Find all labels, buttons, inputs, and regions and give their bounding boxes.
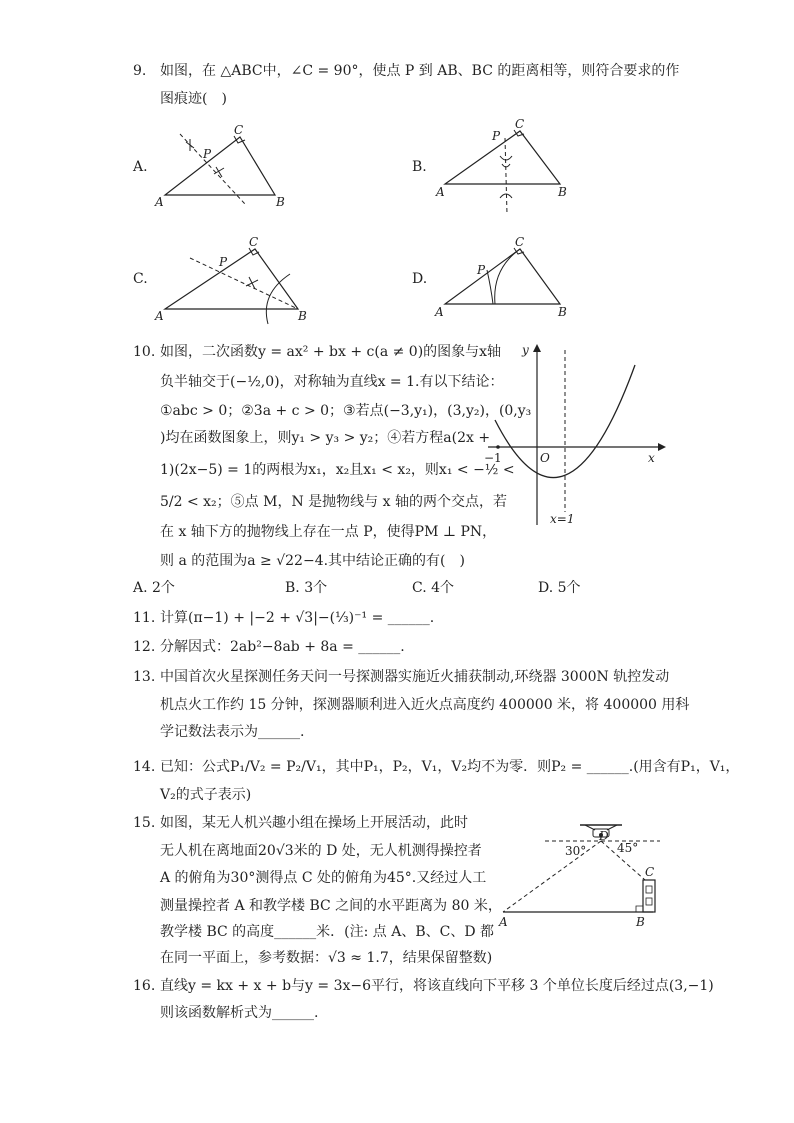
q10-line2: 负半轴交于(−½,0)，对称轴为直线x = 1.有以下结论： bbox=[160, 374, 504, 390]
q12-number: 12. bbox=[133, 639, 156, 655]
q9c-label-p: P bbox=[219, 255, 228, 269]
q9-stem-line2: 图痕迹( ) bbox=[160, 91, 227, 107]
q15-label-d: D bbox=[599, 829, 609, 843]
q9b-label-p: P bbox=[492, 129, 501, 143]
q9b-label-c: C bbox=[515, 117, 525, 131]
q10-line8: 则 a 的范围为a ≥ √22−4.其中结论正确的有( ) bbox=[160, 553, 465, 569]
q9c-label-b: B bbox=[298, 309, 307, 323]
q9d-label-p: P bbox=[477, 263, 486, 277]
q10-line7: 在 x 轴下方的抛物线上存在一点 P，使得PM ⊥ PN， bbox=[160, 524, 497, 540]
q15-number: 15. bbox=[133, 815, 156, 831]
q16-number: 16. bbox=[133, 978, 156, 994]
q14-number: 14. bbox=[133, 759, 156, 775]
q9c-label-c: C bbox=[249, 235, 259, 249]
q12-text: 分解因式：2ab²−8ab + 8a = ______. bbox=[160, 639, 405, 655]
q13-line3: 学记数法表示为______. bbox=[160, 724, 305, 740]
q9-figure-a bbox=[150, 122, 310, 212]
q15-angle-30: 30° bbox=[565, 844, 587, 858]
q9-stem-line1: 如图，在 △ABC中，∠C = 90°，使点 P 到 AB、BC 的距离相等，则符合要求的作 bbox=[160, 63, 680, 79]
q13-line1: 中国首次火星探测任务天问一号探测器实施近火捕获制动,环绕器 3000N 轨控发动 bbox=[160, 669, 670, 685]
q10-choice-c[interactable]: C. 4个 bbox=[412, 580, 455, 596]
q15-line3: A 的俯角为30°测得点 C 处的俯角为45°.又经过人工 bbox=[160, 870, 487, 886]
q9-option-a-label[interactable]: A. bbox=[133, 159, 148, 175]
q15-line2: 无人机在离地面20√3米的 D 处，无人机测得操控者 bbox=[160, 843, 482, 859]
q10-parabola-graph bbox=[480, 340, 670, 530]
q16-line1: 直线y = kx + x + b与y = 3x−6平行，将该直线向下平移 3 个单位长度后经过点(3,−1) bbox=[160, 978, 714, 994]
q9d-label-c: C bbox=[515, 235, 525, 249]
q15-label-a: A bbox=[499, 915, 508, 929]
q9-number: 9. bbox=[133, 63, 147, 79]
q9-option-d-label[interactable]: D. bbox=[412, 271, 428, 287]
q10-choice-a[interactable]: A. 2个 bbox=[133, 580, 175, 596]
q9a-label-p: P bbox=[203, 147, 212, 161]
q10-graph-axis-label: x=1 bbox=[550, 512, 575, 526]
q11-number: 11. bbox=[133, 610, 156, 626]
q9-figure-d bbox=[430, 234, 590, 329]
q9d-label-a: A bbox=[435, 305, 444, 319]
q10-line3: ①abc > 0；②3a + c > 0；③若点(−3,y₁)，(3,y₂)，(0,y₃ bbox=[160, 403, 532, 419]
q10-graph-x-label: x bbox=[648, 451, 655, 465]
q15-label-c: C bbox=[645, 865, 655, 879]
q15-angle-45: 45° bbox=[617, 841, 639, 855]
q15-drone-figure bbox=[495, 812, 670, 932]
q9-option-b-label[interactable]: B. bbox=[412, 159, 427, 175]
q15-line4: 测量操控者 A 和教学楼 BC 之间的水平距离为 80 米， bbox=[160, 898, 502, 914]
q9-figure-b bbox=[430, 116, 590, 216]
q9a-label-a: A bbox=[155, 195, 164, 209]
q9d-label-b: B bbox=[558, 305, 567, 319]
q9-figure-c bbox=[150, 234, 320, 329]
q9b-label-a: A bbox=[436, 185, 445, 199]
q10-graph-origin-label: O bbox=[540, 451, 550, 465]
q14-line2: V₂的式子表示) bbox=[160, 787, 252, 803]
q9a-label-b: B bbox=[276, 195, 285, 209]
q10-line6: 5/2 < x₂；⑤点 M，N 是抛物线与 x 轴的两个交点，若 bbox=[160, 494, 507, 510]
q9c-label-a: A bbox=[155, 309, 164, 323]
q10-choice-d[interactable]: D. 5个 bbox=[538, 580, 581, 596]
q9b-label-b: B bbox=[558, 185, 567, 199]
q10-line1: 如图，二次函数y = ax² + bx + c(a ≠ 0)的图象与x轴 bbox=[160, 344, 502, 360]
q10-number: 10. bbox=[133, 344, 156, 360]
q16-line2: 则该函数解析式为______. bbox=[160, 1005, 319, 1021]
q14-line1: 已知：公式P₁/V₂ = P₂/V₁，其中P₁，P₂，V₁，V₂均不为零．则P₂ = ______.(用含有P₁，V₁， bbox=[160, 759, 740, 775]
q9-option-c-label[interactable]: C. bbox=[133, 271, 148, 287]
q10-line4: )均在函数图象上，则y₁ > y₃ > y₂；④若方程a(2x + bbox=[160, 430, 491, 446]
q15-line6: 在同一平面上，参考数据：√3 ≈ 1.7，结果保留整数) bbox=[160, 950, 493, 966]
q10-graph-y-label: y bbox=[522, 343, 529, 357]
q13-line2: 机点火工作约 15 分钟，探测器顺利进入近火点高度约 400000 米，将 400000 用科 bbox=[160, 697, 690, 713]
q15-line5: 教学楼 BC 的高度______米．(注: 点 A、B、C、D 都 bbox=[160, 924, 495, 940]
q11-text: 计算(π−1) + |−2 + √3|−(⅓)⁻¹ = ______. bbox=[160, 610, 435, 626]
q15-label-b: B bbox=[636, 915, 645, 929]
q9a-label-c: C bbox=[234, 123, 244, 137]
q10-line5: 1)(2x−5) = 1的两根为x₁，x₂且x₁ < x₂，则x₁ < −½ < bbox=[160, 462, 515, 478]
q10-choice-b[interactable]: B. 3个 bbox=[285, 580, 328, 596]
q15-line1: 如图，某无人机兴趣小组在操场上开展活动，此时 bbox=[160, 815, 468, 831]
q13-number: 13. bbox=[133, 669, 156, 685]
q10-graph-minus1-label: −1 bbox=[484, 451, 502, 465]
